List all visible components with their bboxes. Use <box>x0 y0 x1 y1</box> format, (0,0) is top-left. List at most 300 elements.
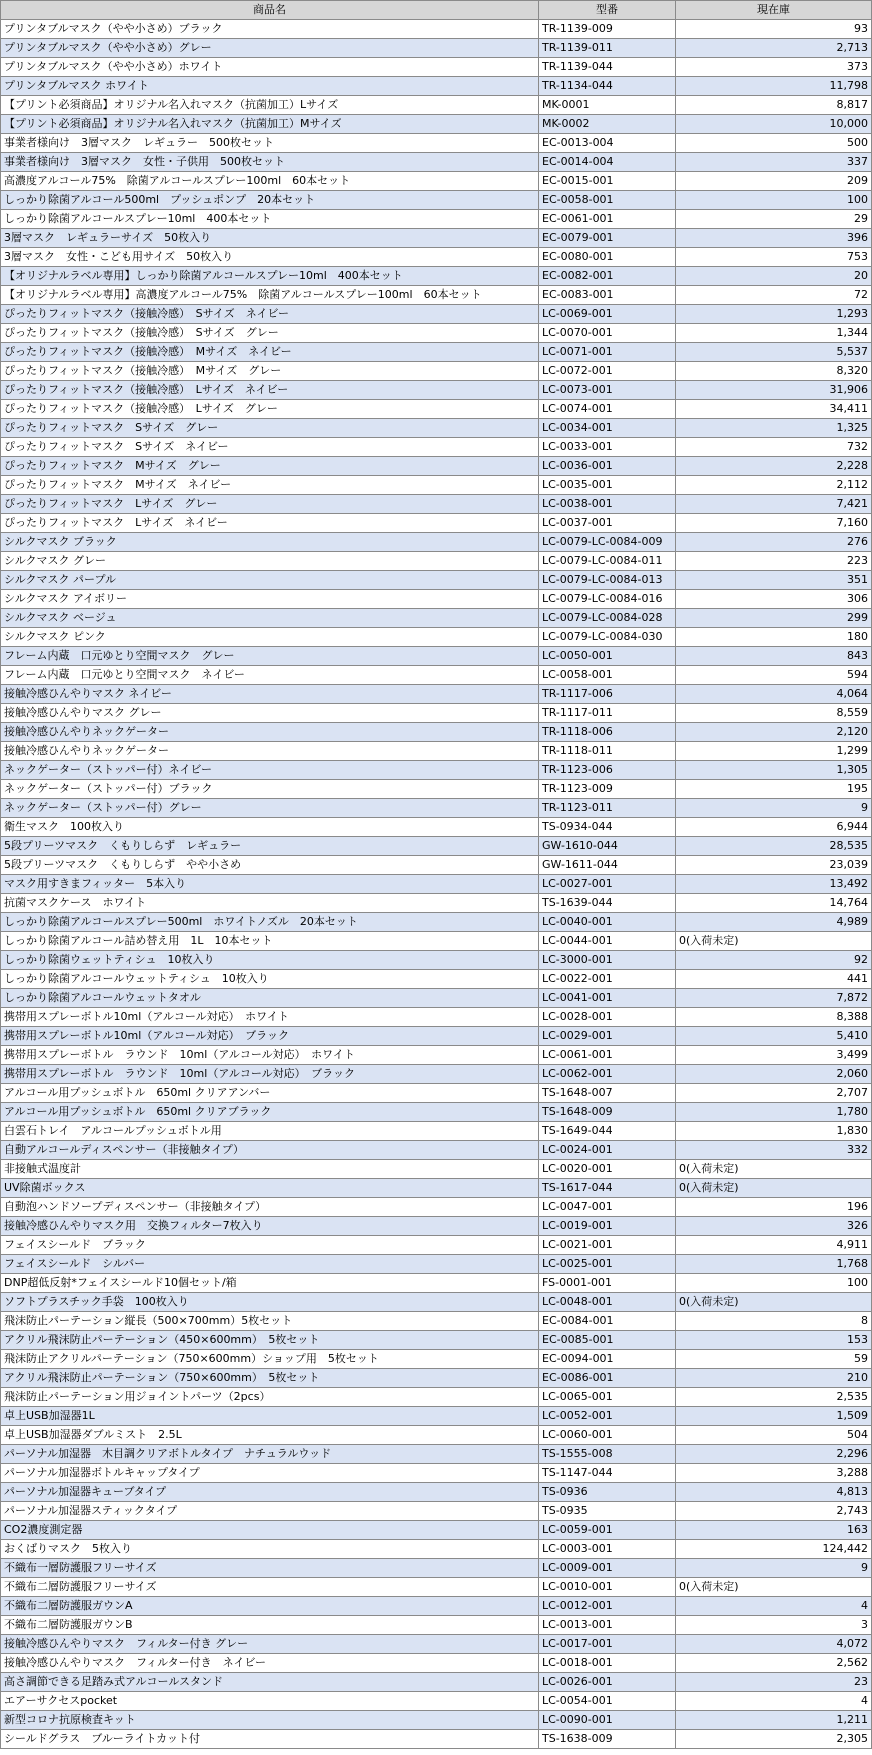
model-number-cell: EC-0058-001 <box>539 191 676 210</box>
model-number-cell: LC-0071-001 <box>539 343 676 362</box>
product-name-cell: ぴったりフィットマスク Lサイズ グレー <box>1 495 539 514</box>
product-name-cell: しっかり除菌アルコールスプレー500ml ホワイトノズル 20本セット <box>1 913 539 932</box>
table-row <box>1 1711 872 1730</box>
model-number-cell: LC-0013-001 <box>539 1616 676 1635</box>
product-name-cell: 3層マスク 女性・こども用サイズ 50枚入り <box>1 248 539 267</box>
stock-cell: 2,535 <box>676 1388 872 1407</box>
model-number-cell: EC-0084-001 <box>539 1312 676 1331</box>
model-number-cell: EC-0061-001 <box>539 210 676 229</box>
table-row <box>1 1388 872 1407</box>
product-name-cell: しっかり除菌アルコールウェットティシュ 10枚入り <box>1 970 539 989</box>
stock-cell: 1,305 <box>676 761 872 780</box>
stock-cell: 92 <box>676 951 872 970</box>
model-number-cell: TS-1648-009 <box>539 1103 676 1122</box>
stock-cell: 1,325 <box>676 419 872 438</box>
table-row <box>1 1046 872 1065</box>
stock-cell: 2,296 <box>676 1445 872 1464</box>
model-number-cell: LC-0034-001 <box>539 419 676 438</box>
product-name-cell: 携帯用スプレーボトル10ml（アルコール対応） ホワイト <box>1 1008 539 1027</box>
stock-cell: 29 <box>676 210 872 229</box>
table-row <box>1 856 872 875</box>
stock-cell: 6,944 <box>676 818 872 837</box>
table-row <box>1 1084 872 1103</box>
table-row <box>1 1293 872 1312</box>
model-number-cell: LC-0073-001 <box>539 381 676 400</box>
product-name-cell: パーソナル加湿器キューブタイプ <box>1 1483 539 1502</box>
stock-cell: 2,743 <box>676 1502 872 1521</box>
product-name-cell: 高さ調節できる足踏み式アルコールスタンド <box>1 1673 539 1692</box>
product-name-cell: シルクマスク グレー <box>1 552 539 571</box>
stock-cell: 504 <box>676 1426 872 1445</box>
product-name-cell: ぴったりフィットマスク（接触冷感） Mサイズ グレー <box>1 362 539 381</box>
product-name-cell: フェイスシールド ブラック <box>1 1236 539 1255</box>
stock-cell: 3,499 <box>676 1046 872 1065</box>
product-name-cell: 新型コロナ抗原検査キット <box>1 1711 539 1730</box>
table-row <box>1 1616 872 1635</box>
model-number-cell: GW-1610-044 <box>539 837 676 856</box>
product-name-cell: ネックゲーター（ストッパー付）グレー <box>1 799 539 818</box>
model-number-cell: LC-0070-001 <box>539 324 676 343</box>
model-number-cell: GW-1611-044 <box>539 856 676 875</box>
stock-cell: 0(入荷未定) <box>676 1179 872 1198</box>
product-name-cell: しっかり除菌アルコールウェットタオル <box>1 989 539 1008</box>
model-number-cell: TS-0934-044 <box>539 818 676 837</box>
table-row <box>1 1312 872 1331</box>
table-row <box>1 400 872 419</box>
product-name-cell: 【プリント必須商品】オリジナル名入れマスク（抗菌加工）Lサイズ <box>1 96 539 115</box>
model-number-cell: EC-0094-001 <box>539 1350 676 1369</box>
stock-cell: 441 <box>676 970 872 989</box>
stock-cell: 4 <box>676 1597 872 1616</box>
stock-cell: 351 <box>676 571 872 590</box>
product-name-cell: 非接触式温度計 <box>1 1160 539 1179</box>
stock-cell: 2,120 <box>676 723 872 742</box>
table-row <box>1 647 872 666</box>
product-name-cell: 3層マスク レギュラーサイズ 50枚入り <box>1 229 539 248</box>
stock-cell: 1,509 <box>676 1407 872 1426</box>
product-name-cell: ぴったりフィットマスク Sサイズ ネイビー <box>1 438 539 457</box>
model-number-cell: TR-1139-009 <box>539 20 676 39</box>
product-name-cell: 抗菌マスクケース ホワイト <box>1 894 539 913</box>
table-row <box>1 96 872 115</box>
stock-cell: 843 <box>676 647 872 666</box>
model-number-cell: LC-0074-001 <box>539 400 676 419</box>
model-number-cell: LC-0024-001 <box>539 1141 676 1160</box>
stock-cell: 4 <box>676 1692 872 1711</box>
product-name-cell: 飛沫防止アクリルパーテーション（750×600mm）ショップ用 5枚セット <box>1 1350 539 1369</box>
model-number-cell: LC-0028-001 <box>539 1008 676 1027</box>
model-number-cell: LC-0061-001 <box>539 1046 676 1065</box>
product-name-cell: 接触冷感ひんやりマスク用 交換フィルター7枚入り <box>1 1217 539 1236</box>
table-row <box>1 1065 872 1084</box>
model-number-cell: LC-0062-001 <box>539 1065 676 1084</box>
model-number-cell: EC-0083-001 <box>539 286 676 305</box>
product-name-cell: アクリル飛沫防止パーテーション（750×600mm） 5枚セット <box>1 1369 539 1388</box>
product-name-cell: しっかり除菌アルコール500ml プッシュポンプ 20本セット <box>1 191 539 210</box>
table-row <box>1 1521 872 1540</box>
stock-cell: 7,160 <box>676 514 872 533</box>
table-row <box>1 685 872 704</box>
table-row <box>1 134 872 153</box>
table-body <box>1 20 872 1749</box>
model-number-cell: TS-1649-044 <box>539 1122 676 1141</box>
product-name-cell: DNP超低反射*フェイスシールド10個セット/箱 <box>1 1274 539 1293</box>
stock-cell: 34,411 <box>676 400 872 419</box>
table-row <box>1 286 872 305</box>
model-number-cell: LC-0017-001 <box>539 1635 676 1654</box>
product-name-cell: エアーサクセスpocket <box>1 1692 539 1711</box>
product-name-cell: アルコール用プッシュボトル 650ml クリアアンバー <box>1 1084 539 1103</box>
table-row <box>1 1027 872 1046</box>
header-row <box>1 1 872 20</box>
stock-cell: 4,911 <box>676 1236 872 1255</box>
product-name-cell: 接触冷感ひんやりマスク ネイビー <box>1 685 539 704</box>
table-row <box>1 932 872 951</box>
model-number-cell: LC-0060-001 <box>539 1426 676 1445</box>
table-row <box>1 1692 872 1711</box>
table-row <box>1 115 872 134</box>
product-name-cell: 5段プリーツマスク くもりしらず レギュラー <box>1 837 539 856</box>
stock-cell: 332 <box>676 1141 872 1160</box>
model-number-cell: LC-0036-001 <box>539 457 676 476</box>
model-number-cell: LC-0079-LC-0084-030 <box>539 628 676 647</box>
stock-cell: 180 <box>676 628 872 647</box>
stock-cell: 209 <box>676 172 872 191</box>
model-number-cell: TS-1648-007 <box>539 1084 676 1103</box>
table-row <box>1 324 872 343</box>
stock-cell: 93 <box>676 20 872 39</box>
product-name-cell: 接触冷感ひんやりネックゲーター <box>1 723 539 742</box>
model-number-cell: TS-1638-009 <box>539 1730 676 1749</box>
stock-cell: 0(入荷未定) <box>676 1160 872 1179</box>
model-number-cell: LC-0058-001 <box>539 666 676 685</box>
model-number-cell: LC-0018-001 <box>539 1654 676 1673</box>
model-number-cell: TR-1123-006 <box>539 761 676 780</box>
product-name-cell: プリンタブルマスク（やや小さめ）ブラック <box>1 20 539 39</box>
product-name-cell: シルクマスク ベージュ <box>1 609 539 628</box>
table-row <box>1 1635 872 1654</box>
model-number-cell: LC-0037-001 <box>539 514 676 533</box>
product-name-cell: 不織布一層防護服フリーサイズ <box>1 1559 539 1578</box>
model-number-cell: LC-0079-LC-0084-013 <box>539 571 676 590</box>
model-number-cell: LC-0079-LC-0084-011 <box>539 552 676 571</box>
stock-cell: 276 <box>676 533 872 552</box>
stock-cell: 2,112 <box>676 476 872 495</box>
table-row <box>1 39 872 58</box>
stock-cell: 124,442 <box>676 1540 872 1559</box>
table-row <box>1 20 872 39</box>
product-name-cell: 自動泡ハンドソープディスペンサー（非接触タイプ） <box>1 1198 539 1217</box>
stock-cell: 7,421 <box>676 495 872 514</box>
product-name-cell: 接触冷感ひんやりネックゲーター <box>1 742 539 761</box>
product-name-cell: おくばりマスク 5枚入り <box>1 1540 539 1559</box>
product-name-cell: 高濃度アルコール75% 除菌アルコールスプレー100ml 60本セット <box>1 172 539 191</box>
model-number-cell: LC-0009-001 <box>539 1559 676 1578</box>
stock-cell: 2,707 <box>676 1084 872 1103</box>
stock-cell: 3,288 <box>676 1464 872 1483</box>
stock-cell: 326 <box>676 1217 872 1236</box>
stock-cell: 8 <box>676 1312 872 1331</box>
table-row <box>1 153 872 172</box>
product-name-cell: 携帯用スプレーボトル10ml（アルコール対応） ブラック <box>1 1027 539 1046</box>
stock-cell: 1,830 <box>676 1122 872 1141</box>
table-row <box>1 571 872 590</box>
stock-cell: 2,305 <box>676 1730 872 1749</box>
model-number-cell: EC-0079-001 <box>539 229 676 248</box>
product-name-cell: 事業者様向け 3層マスク レギュラー 500枚セット <box>1 134 539 153</box>
column-header-product-name: 商品名 <box>1 1 539 20</box>
stock-cell: 14,764 <box>676 894 872 913</box>
table-row <box>1 666 872 685</box>
table-row <box>1 742 872 761</box>
stock-cell: 1,780 <box>676 1103 872 1122</box>
product-name-cell: ぴったりフィットマスク Sサイズ グレー <box>1 419 539 438</box>
table-header <box>1 1 872 20</box>
product-name-cell: 接触冷感ひんやりマスク フィルター付き ネイビー <box>1 1654 539 1673</box>
stock-cell: 306 <box>676 590 872 609</box>
product-name-cell: アルコール用プッシュボトル 650ml クリアブラック <box>1 1103 539 1122</box>
model-number-cell: TR-1118-006 <box>539 723 676 742</box>
stock-cell: 373 <box>676 58 872 77</box>
product-name-cell: プリンタブルマスク（やや小さめ）ホワイト <box>1 58 539 77</box>
table-row <box>1 1483 872 1502</box>
model-number-cell: LC-0041-001 <box>539 989 676 1008</box>
table-row <box>1 267 872 286</box>
model-number-cell: EC-0080-001 <box>539 248 676 267</box>
stock-cell: 396 <box>676 229 872 248</box>
model-number-cell: LC-3000-001 <box>539 951 676 970</box>
model-number-cell: TR-1139-011 <box>539 39 676 58</box>
stock-cell: 732 <box>676 438 872 457</box>
table-row <box>1 1578 872 1597</box>
stock-cell: 195 <box>676 780 872 799</box>
product-name-cell: ぴったりフィットマスク（接触冷感） Lサイズ ネイビー <box>1 381 539 400</box>
table-row <box>1 989 872 1008</box>
model-number-cell: EC-0082-001 <box>539 267 676 286</box>
product-name-cell: UV除菌ボックス <box>1 1179 539 1198</box>
model-number-cell: LC-0025-001 <box>539 1255 676 1274</box>
stock-cell: 4,989 <box>676 913 872 932</box>
product-name-cell: ネックゲーター（ストッパー付）ネイビー <box>1 761 539 780</box>
product-name-cell: シールドグラス ブルーライトカット付 <box>1 1730 539 1749</box>
model-number-cell: LC-0035-001 <box>539 476 676 495</box>
table-row <box>1 1559 872 1578</box>
table-row <box>1 1103 872 1122</box>
table-row <box>1 1407 872 1426</box>
product-name-cell: フレーム内蔵 口元ゆとり空間マスク ネイビー <box>1 666 539 685</box>
table-row <box>1 305 872 324</box>
table-row <box>1 1008 872 1027</box>
model-number-cell: FS-0001-001 <box>539 1274 676 1293</box>
model-number-cell: LC-0044-001 <box>539 932 676 951</box>
stock-cell: 13,492 <box>676 875 872 894</box>
product-name-cell: しっかり除菌アルコールスプレー10ml 400本セット <box>1 210 539 229</box>
stock-cell: 153 <box>676 1331 872 1350</box>
model-number-cell: LC-0010-001 <box>539 1578 676 1597</box>
table-row <box>1 438 872 457</box>
stock-cell: 100 <box>676 191 872 210</box>
model-number-cell: LC-0021-001 <box>539 1236 676 1255</box>
model-number-cell: LC-0054-001 <box>539 1692 676 1711</box>
model-number-cell: TS-0935 <box>539 1502 676 1521</box>
model-number-cell: EC-0086-001 <box>539 1369 676 1388</box>
stock-cell: 1,344 <box>676 324 872 343</box>
table-row <box>1 875 872 894</box>
product-name-cell: ぴったりフィットマスク（接触冷感） Lサイズ グレー <box>1 400 539 419</box>
model-number-cell: TR-1123-009 <box>539 780 676 799</box>
table-row <box>1 1730 872 1749</box>
table-row <box>1 590 872 609</box>
table-row <box>1 58 872 77</box>
model-number-cell: EC-0013-004 <box>539 134 676 153</box>
product-name-cell: 飛沫防止パーテーション縦長（500×700mm）5枚セット <box>1 1312 539 1331</box>
stock-cell: 210 <box>676 1369 872 1388</box>
stock-cell: 594 <box>676 666 872 685</box>
product-name-cell: 接触冷感ひんやりマスク グレー <box>1 704 539 723</box>
model-number-cell: LC-0038-001 <box>539 495 676 514</box>
table-row <box>1 248 872 267</box>
table-row <box>1 780 872 799</box>
model-number-cell: LC-0059-001 <box>539 1521 676 1540</box>
model-number-cell: TR-1118-011 <box>539 742 676 761</box>
stock-cell: 0(入荷未定) <box>676 1578 872 1597</box>
table-row <box>1 818 872 837</box>
stock-cell: 1,293 <box>676 305 872 324</box>
model-number-cell: TS-1147-044 <box>539 1464 676 1483</box>
table-row <box>1 1198 872 1217</box>
table-row <box>1 1122 872 1141</box>
stock-cell: 4,072 <box>676 1635 872 1654</box>
model-number-cell: LC-0022-001 <box>539 970 676 989</box>
table-row <box>1 1597 872 1616</box>
stock-cell: 2,228 <box>676 457 872 476</box>
model-number-cell: LC-0029-001 <box>539 1027 676 1046</box>
table-row <box>1 1255 872 1274</box>
stock-cell: 9 <box>676 1559 872 1578</box>
table-row <box>1 1350 872 1369</box>
model-number-cell: TR-1139-044 <box>539 58 676 77</box>
stock-cell: 11,798 <box>676 77 872 96</box>
model-number-cell: LC-0050-001 <box>539 647 676 666</box>
table-row <box>1 704 872 723</box>
product-name-cell: 卓上USB加湿器1L <box>1 1407 539 1426</box>
model-number-cell: LC-0072-001 <box>539 362 676 381</box>
product-name-cell: 【プリント必須商品】オリジナル名入れマスク（抗菌加工）Mサイズ <box>1 115 539 134</box>
model-number-cell: LC-0079-LC-0084-009 <box>539 533 676 552</box>
product-name-cell: フレーム内蔵 口元ゆとり空間マスク グレー <box>1 647 539 666</box>
stock-cell: 4,813 <box>676 1483 872 1502</box>
table-row <box>1 419 872 438</box>
table-row <box>1 514 872 533</box>
table-row <box>1 476 872 495</box>
stock-cell: 196 <box>676 1198 872 1217</box>
stock-cell: 5,410 <box>676 1027 872 1046</box>
product-name-cell: 不織布二層防護服フリーサイズ <box>1 1578 539 1597</box>
model-number-cell: MK-0002 <box>539 115 676 134</box>
product-name-cell: シルクマスク アイボリー <box>1 590 539 609</box>
stock-cell: 5,537 <box>676 343 872 362</box>
product-name-cell: 自動アルコールディスペンサー（非接触タイプ） <box>1 1141 539 1160</box>
model-number-cell: EC-0014-004 <box>539 153 676 172</box>
table-row <box>1 1540 872 1559</box>
product-name-cell: 携帯用スプレーボトル ラウンド 10ml（アルコール対応） ブラック <box>1 1065 539 1084</box>
product-name-cell: パーソナル加湿器 木目調クリアボトルタイプ ナチュラルウッド <box>1 1445 539 1464</box>
table-row <box>1 1331 872 1350</box>
product-name-cell: CO2濃度測定器 <box>1 1521 539 1540</box>
stock-cell: 23 <box>676 1673 872 1692</box>
model-number-cell: LC-0090-001 <box>539 1711 676 1730</box>
product-name-cell: 白雲石トレイ アルコールプッシュボトル用 <box>1 1122 539 1141</box>
table-row <box>1 533 872 552</box>
stock-cell: 337 <box>676 153 872 172</box>
model-number-cell: TS-1617-044 <box>539 1179 676 1198</box>
stock-cell: 7,872 <box>676 989 872 1008</box>
product-name-cell: ぴったりフィットマスク（接触冷感） Mサイズ ネイビー <box>1 343 539 362</box>
table-row <box>1 77 872 96</box>
stock-cell: 299 <box>676 609 872 628</box>
product-name-cell: 事業者様向け 3層マスク 女性・子供用 500枚セット <box>1 153 539 172</box>
table-row <box>1 894 872 913</box>
stock-cell: 8,388 <box>676 1008 872 1027</box>
stock-cell: 2,562 <box>676 1654 872 1673</box>
table-row <box>1 172 872 191</box>
table-row <box>1 1502 872 1521</box>
stock-cell: 8,320 <box>676 362 872 381</box>
table-row <box>1 1160 872 1179</box>
product-name-cell: シルクマスク ブラック <box>1 533 539 552</box>
stock-cell: 1,299 <box>676 742 872 761</box>
model-number-cell: LC-0019-001 <box>539 1217 676 1236</box>
table-row <box>1 970 872 989</box>
product-name-cell: ぴったりフィットマスク Mサイズ グレー <box>1 457 539 476</box>
stock-cell: 753 <box>676 248 872 267</box>
model-number-cell: LC-0027-001 <box>539 875 676 894</box>
product-name-cell: しっかり除菌ウェットティシュ 10枚入り <box>1 951 539 970</box>
product-name-cell: 衛生マスク 100枚入り <box>1 818 539 837</box>
model-number-cell: TR-1117-011 <box>539 704 676 723</box>
model-number-cell: LC-0047-001 <box>539 1198 676 1217</box>
table-row <box>1 229 872 248</box>
table-row <box>1 951 872 970</box>
model-number-cell: LC-0048-001 <box>539 1293 676 1312</box>
stock-cell: 1,768 <box>676 1255 872 1274</box>
stock-cell: 2,713 <box>676 39 872 58</box>
table-row <box>1 1141 872 1160</box>
product-name-cell: パーソナル加湿器ボトルキャップタイプ <box>1 1464 539 1483</box>
stock-cell: 0(入荷未定) <box>676 932 872 951</box>
product-name-cell: フェイスシールド シルバー <box>1 1255 539 1274</box>
table-row <box>1 210 872 229</box>
product-name-cell: シルクマスク ピンク <box>1 628 539 647</box>
stock-cell: 10,000 <box>676 115 872 134</box>
table-row <box>1 1654 872 1673</box>
stock-cell: 28,535 <box>676 837 872 856</box>
model-number-cell: TS-1555-008 <box>539 1445 676 1464</box>
model-number-cell: TS-0936 <box>539 1483 676 1502</box>
table-row <box>1 1445 872 1464</box>
column-header-stock: 現在庫 <box>676 1 872 20</box>
table-row <box>1 343 872 362</box>
stock-cell: 9 <box>676 799 872 818</box>
product-name-cell: プリンタブルマスク ホワイト <box>1 77 539 96</box>
model-number-cell: LC-0052-001 <box>539 1407 676 1426</box>
product-name-cell: 卓上USB加湿器ダブルミスト 2.5L <box>1 1426 539 1445</box>
stock-cell: 2,060 <box>676 1065 872 1084</box>
stock-cell: 500 <box>676 134 872 153</box>
product-name-cell: 不織布二層防護服ガウンB <box>1 1616 539 1635</box>
model-number-cell: LC-0020-001 <box>539 1160 676 1179</box>
model-number-cell: EC-0015-001 <box>539 172 676 191</box>
